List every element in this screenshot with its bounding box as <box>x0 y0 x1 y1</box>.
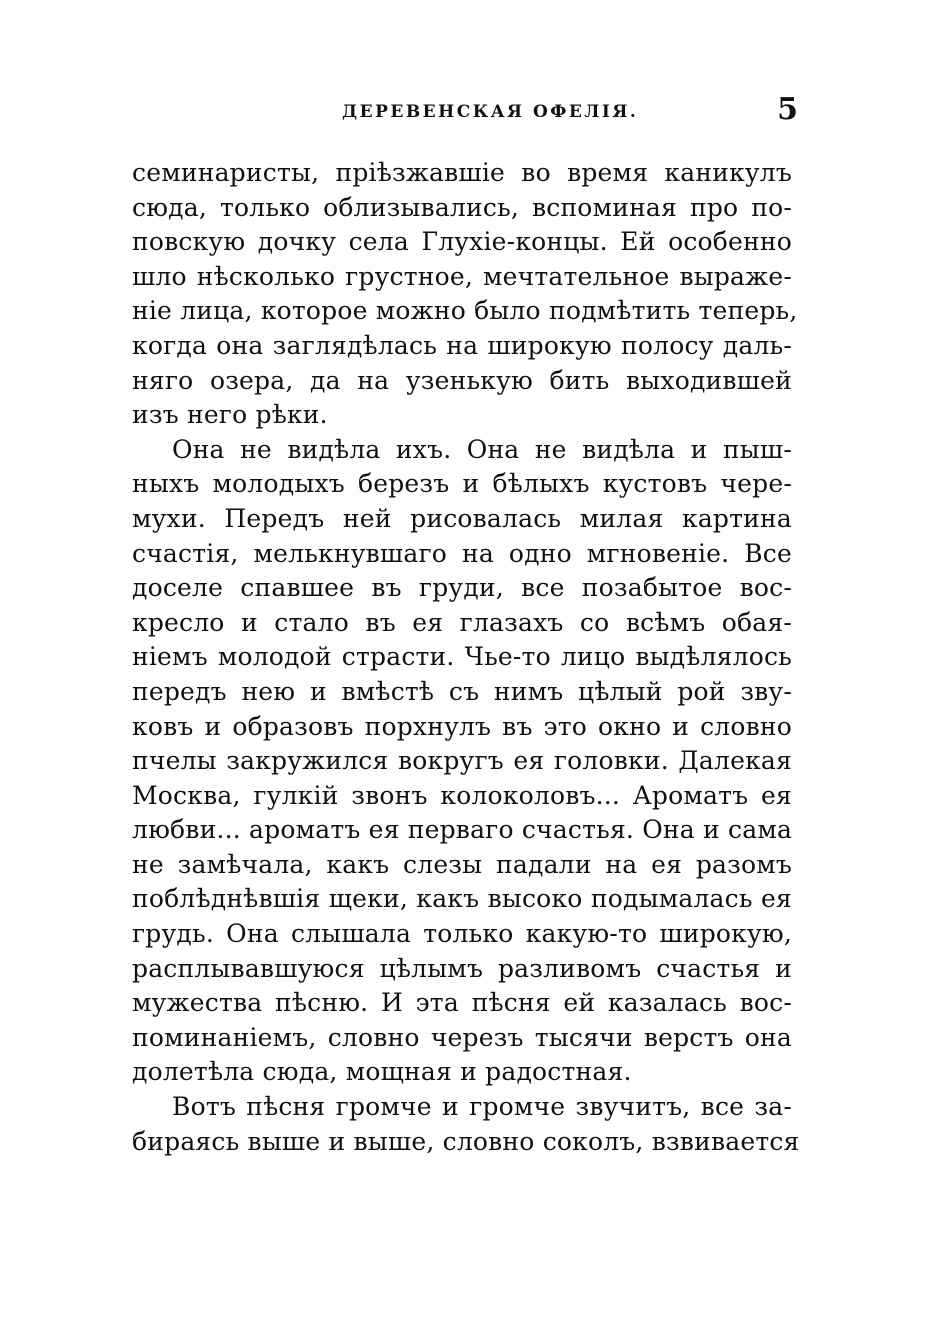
body-text <box>132 156 800 1159</box>
text-line: шло нѣсколько грустное, мечтательное выраже- <box>132 261 792 291</box>
text-line: счастія, мелькнувшаго на одно мгновеніе. Все <box>132 538 792 568</box>
text-line: не замѣчала, какъ слезы падали на ея разомъ <box>132 849 792 879</box>
text-line: поминаніемъ, словно черезъ тысячи верстъ она <box>132 1022 792 1052</box>
text-line: поблѣднѣвшія щеки, какъ высоко подымалась ея <box>132 884 792 914</box>
text-line: Она не видѣла ихъ. Она не видѣла и пыш- <box>172 434 792 464</box>
text-line: бираясь выше и выше, словно соколъ, взвивается <box>132 1126 800 1156</box>
text-line: семинаристы, пріѣзжавшіе во время каникулъ <box>132 158 792 187</box>
paragraph <box>132 1090 800 1159</box>
text-line: грудь. Она слышала только какую-то широкую, <box>132 919 792 949</box>
text-line: повскую дочку села Глухіе-концы. Ей особенно <box>132 227 792 257</box>
running-title: ДЕРЕВЕНСКАЯ ОФЕЛІЯ. <box>342 102 639 122</box>
text-line: пчелы закружился вокругъ ея головки. Далекая <box>132 746 792 776</box>
text-line: когда она заглядѣлась на широкую полосу даль- <box>132 330 792 360</box>
text-line: кресло и стало въ ея глазахъ со всѣмъ обая- <box>132 607 792 637</box>
text-line: расплывавшуюся цѣлымъ разливомъ счастья и <box>132 953 792 983</box>
text-line: ніемъ молодой страсти. Чье-то лицо выдѣлялось <box>132 642 792 672</box>
text-line: ковъ и образовъ порхнулъ въ это окно и словно <box>132 711 792 741</box>
text-line: ныхъ молодыхъ березъ и бѣлыхъ кустовъ чере- <box>132 469 792 499</box>
text-line: няго озера, да на узенькую бить выходившей <box>132 365 792 395</box>
text-line: доселе спавшее въ груди, все позабытое вос- <box>132 573 792 603</box>
paragraph <box>132 156 798 433</box>
text-line: мухи. Передъ ней рисовалась милая картина <box>132 503 792 533</box>
text-line: сюда, только облизывались, вспоминая про по- <box>132 192 792 222</box>
text-line: Вотъ пѣсня громче и громче звучитъ, все за- <box>172 1092 792 1122</box>
text-line: Москва, гулкій звонъ колоколовъ... Ароматъ ея <box>132 780 792 810</box>
text-line: мужества пѣсню. И эта пѣсня ей казалась вос- <box>132 988 792 1018</box>
running-header <box>132 94 800 134</box>
paragraph <box>132 433 792 1090</box>
text-line: ніе лица, которое можно было подмѣтить теперь, <box>132 296 798 326</box>
text-line: любви... ароматъ ея перваго счастья. Она и сама <box>132 815 793 845</box>
text-line: передъ нею и вмѣстѣ съ нимъ цѣлый рой зву- <box>132 676 792 706</box>
page-number: 5 <box>777 92 798 127</box>
text-line: долетѣла сюда, мощная и радостная. <box>132 1057 632 1087</box>
text-line: изъ него рѣки. <box>132 400 328 430</box>
